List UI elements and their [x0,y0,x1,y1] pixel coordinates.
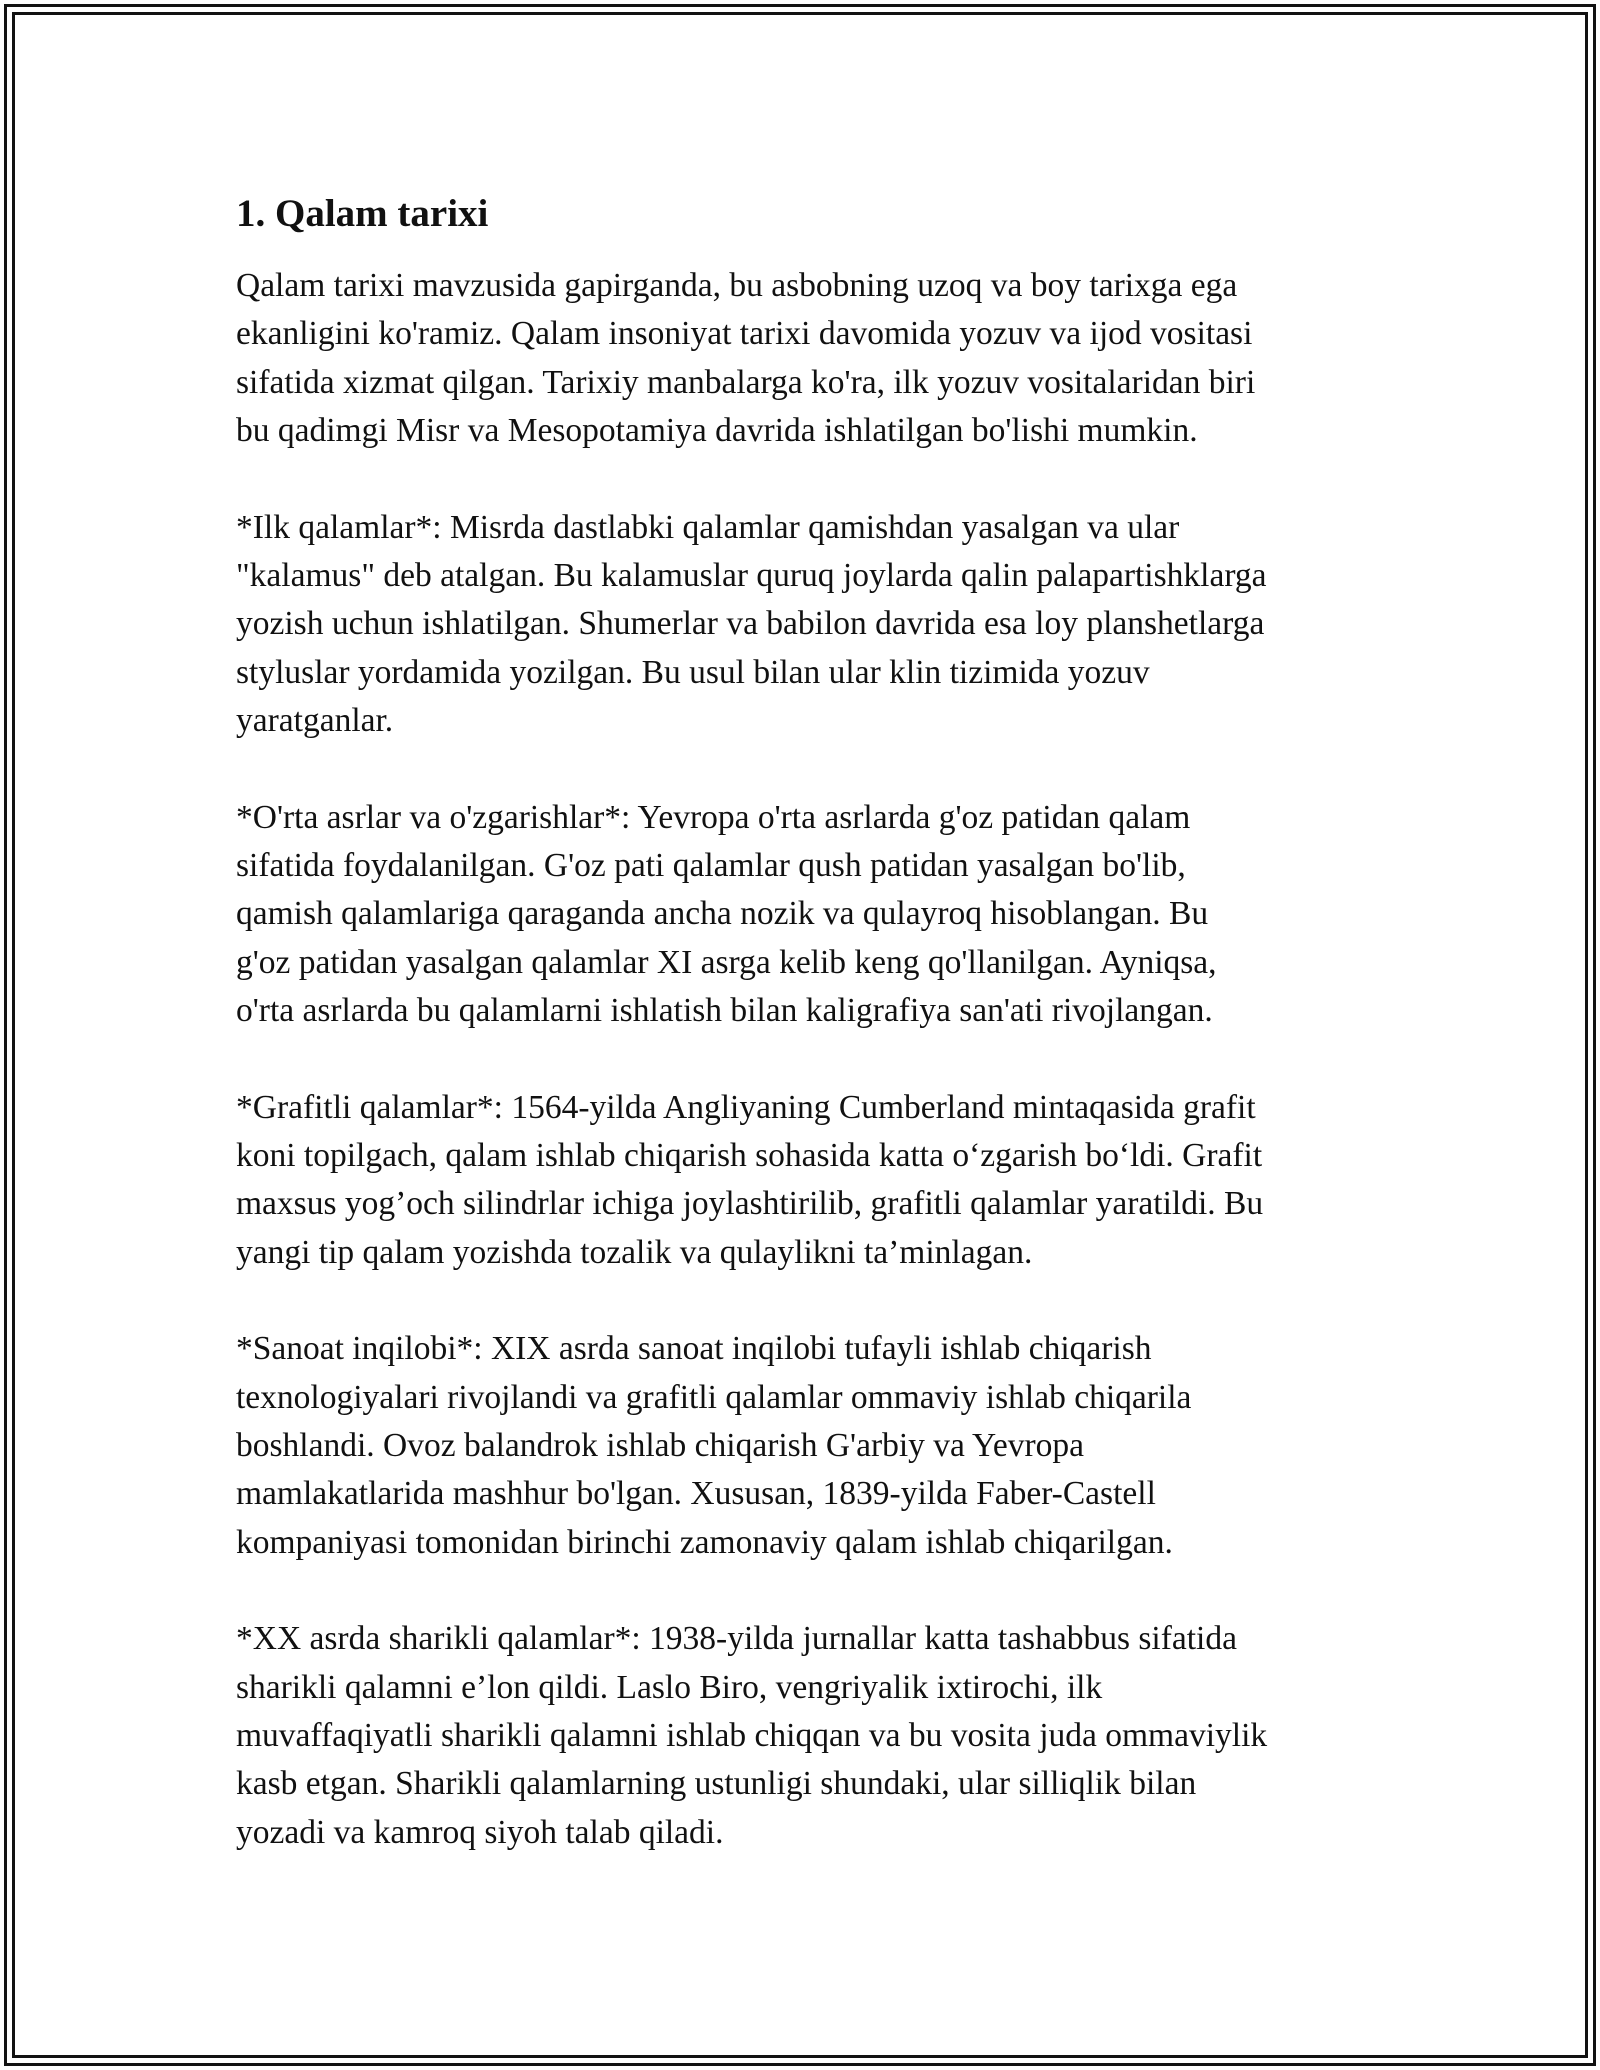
paragraph-grafitli-qalamlar: *Grafitli qalamlar*: 1564-yilda Angliyaning Cumberland mintaqasida grafit koni topilgach, qalam ishlab chiqarish sohasida katta o‘zgarish bo‘ldi. Grafit maxsus yog’och silindrlar ichiga joylashtirilib, grafitli qalamlar yaratildi. Bu yangi tip qalam yozishda tozalik va qulaylikni ta’minlagan. [236,1088,1264,1271]
paragraph-sharikli-qalamlar: *XX asrda sharikli qalamlar*: 1938-yilda jurnallar katta tashabbus sifatida sharikli qalamni e’lon qildi. Laslo Biro, vengriyalik ixtirochi, ilk muvaffaqiyatli sharikli qalamni ishlab chiqqan va bu vosita juda ommaviylik kasb etgan. Sharikli qalamlarning ustunligi shundaki, ular silliqlik bilan yozadi va kamroq siyoh talab qiladi. [236,1620,1268,1851]
document-title: 1. Qalam tarixi [236,192,489,235]
paragraph-intro: Qalam tarixi mavzusida gapirganda, bu asbobning uzoq va boy tarixga ega ekanligini ko'ramiz. Qalam insoniyat tarixi davomida yozuv va ijod vositasi sifatida xizmat qilgan. Tarixiy manbalarga ko'ra, ilk yozuv vositalaridan biri bu qadimgi Misr va Mesopotamiya davrida ishlatilgan bo'lishi mumkin. [236,267,1256,449]
paragraph-ilk-qalamlar: *Ilk qalamlar*: Misrda dastlabki qalamlar qamishdan yasalgan va ular "kalamus" deb atalgan. Bu kalamuslar quruq joylarda qalin palapartishklarga yozish uchun ishlatilgan. Shumerlar va babilon davrida esa loy planshetlarga styluslar yordamida yozilgan. Bu usul bilan ular klin tizimida yozuv yaratganlar. [236,508,1267,739]
paragraph-orta-asrlar: *O'rta asrlar va o'zgarishlar*: Yevropa o'rta asrlarda g'oz patidan qalam sifatida foydalanilgan. G'oz pati qalamlar qush patidan yasalgan bo'lib, qamish qalamlariga qaraganda ancha nozik va qulayroq hisoblangan. Bu g'oz patidan yasalgan qalamlar XI asrga kelib keng qo'llanilgan. Ayniqsa, o'rta asrlarda bu qalamlarni ishlatish bilan kaligrafiya san'ati rivojlangan. [236,798,1217,1029]
paragraph-sanoat-inqilobi: *Sanoat inqilobi*: XIX asrda sanoat inqilobi tufayli ishlab chiqarish texnologiyalari rivojlandi va grafitli qalamlar ommaviy ishlab chiqarila boshlandi. Ovoz balandrok ishlab chiqarish G'arbiy va Yevropa mamlakatlarida mashhur bo'lgan. Xususan, 1839-yilda Faber-Castell kompaniyasi tomonidan birinchi zamonaviy qalam ishlab chiqarilgan. [236,1330,1192,1561]
document-body [236,186,1386,1905]
